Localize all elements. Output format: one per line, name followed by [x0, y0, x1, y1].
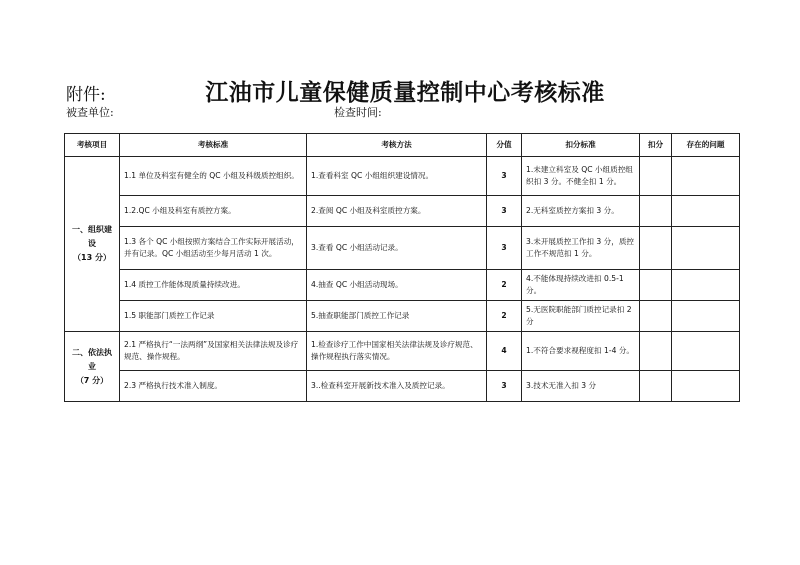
table-row	[65, 157, 740, 196]
standard-cell: 2.1 严格执行“一法两纲”及国家相关法律法规及诊疗规范、操作规程。	[120, 332, 307, 371]
column-header-score: 分值	[487, 134, 522, 157]
column-header-problems: 存在的问题	[672, 134, 740, 157]
deduction-standard-cell: 3.未开展质控工作扣 3 分，质控工作不规范扣 1 分。	[522, 227, 640, 270]
table-row	[65, 301, 740, 332]
column-header-deduction-standard: 扣分标准	[522, 134, 640, 157]
column-header-item: 考核项目	[65, 134, 120, 157]
assessment-table	[64, 133, 740, 402]
inspected-unit-label: 被查单位:	[66, 106, 114, 119]
column-header-deduction: 扣分	[640, 134, 672, 157]
deduction-standard-cell: 2.无科室质控方案扣 3 分。	[522, 196, 640, 227]
standard-cell: 2.3 严格执行技术准入制度。	[120, 371, 307, 402]
table-row	[65, 371, 740, 402]
method-cell: 3..检查科室开展新技术准入及质控记录。	[307, 371, 487, 402]
method-cell: 1.检查诊疗工作中国家相关法律法规及诊疗规范、操作规程执行落实情况。	[307, 332, 487, 371]
method-cell: 5.抽查职能部门质控工作记录	[307, 301, 487, 332]
score-cell: 3	[487, 227, 522, 270]
problems-cell[interactable]	[672, 227, 740, 270]
table-row	[65, 196, 740, 227]
deduction-cell[interactable]	[640, 196, 672, 227]
deduction-cell[interactable]	[640, 227, 672, 270]
problems-cell[interactable]	[672, 196, 740, 227]
score-cell: 3	[487, 157, 522, 196]
deduction-standard-cell: 5.无医院职能部门质控记录扣 2 分	[522, 301, 640, 332]
problems-cell[interactable]	[672, 270, 740, 301]
category-name: 一、组织建设	[72, 225, 112, 248]
score-cell: 4	[487, 332, 522, 371]
deduction-cell[interactable]	[640, 301, 672, 332]
standard-cell: 1.4 质控工作能体现质量持续改进。	[120, 270, 307, 301]
table-header-row	[65, 134, 740, 157]
score-cell: 2	[487, 270, 522, 301]
deduction-cell[interactable]	[640, 371, 672, 402]
problems-cell[interactable]	[672, 157, 740, 196]
standard-cell: 1.5 职能部门质控工作记录	[120, 301, 307, 332]
standard-cell: 1.3 各个 QC 小组按照方案结合工作实际开展活动，并有记录。QC 小组活动至少每月活动 1 次。	[120, 227, 307, 270]
attachment-label: 附件:	[66, 85, 106, 105]
score-cell: 3	[487, 371, 522, 402]
standard-cell: 1.2.QC 小组及科室有质控方案。	[120, 196, 307, 227]
score-cell: 2	[487, 301, 522, 332]
category-score: （7 分）	[75, 375, 109, 385]
table-row	[65, 227, 740, 270]
deduction-cell[interactable]	[640, 270, 672, 301]
method-cell: 2.查阅 QC 小组及科室质控方案。	[307, 196, 487, 227]
deduction-cell[interactable]	[640, 157, 672, 196]
deduction-standard-cell: 3.技术无准入扣 3 分	[522, 371, 640, 402]
column-header-method: 考核方法	[307, 134, 487, 157]
category-cell	[65, 332, 120, 402]
score-cell: 3	[487, 196, 522, 227]
standard-cell: 1.1 单位及科室有健全的 QC 小组及科级质控组织。	[120, 157, 307, 196]
problems-cell[interactable]	[672, 301, 740, 332]
table-row	[65, 332, 740, 371]
inspection-time-label: 检查时间:	[334, 106, 382, 119]
method-cell: 4.抽查 QC 小组活动现场。	[307, 270, 487, 301]
problems-cell[interactable]	[672, 371, 740, 402]
category-name: 二、依法执业	[72, 347, 112, 371]
deduction-cell[interactable]	[640, 332, 672, 371]
method-cell: 1.查看科室 QC 小组组织建设情况。	[307, 157, 487, 196]
problems-cell[interactable]	[672, 332, 740, 371]
table-row	[65, 270, 740, 301]
page-title: 江油市儿童保健质量控制中心考核标准	[205, 79, 605, 106]
deduction-standard-cell: 4.不能体现持续改进扣 0.5-1 分。	[522, 270, 640, 301]
category-cell	[65, 157, 120, 332]
method-cell: 3.查看 QC 小组活动记录。	[307, 227, 487, 270]
column-header-standard: 考核标准	[120, 134, 307, 157]
deduction-standard-cell: 1.未建立科室及 QC 小组质控组织扣 3 分。不健全扣 1 分。	[522, 157, 640, 196]
deduction-standard-cell: 1.不符合要求视程度扣 1-4 分。	[522, 332, 640, 371]
category-score: （13 分）	[73, 253, 111, 262]
